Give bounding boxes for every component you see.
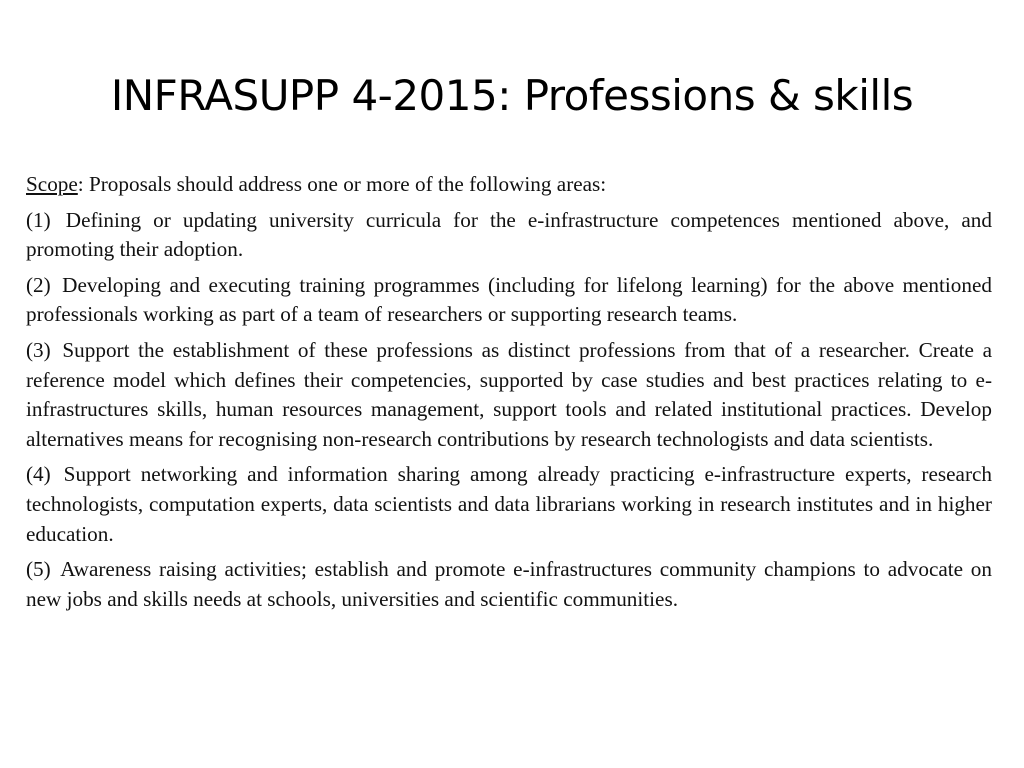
scope-intro-text: : Proposals should address one or more of the following areas: <box>77 172 607 196</box>
scope-label: Scope <box>26 172 78 196</box>
area-text: Developing and executing training programmes (including for lifelong learning) for the above mentioned professionals working as part of a team of researchers or supporting research teams. <box>26 272 992 327</box>
area-item-3 <box>26 336 992 454</box>
area-item-1 <box>26 206 992 265</box>
area-text: Defining or updating university curricula for the e-infrastructure competences mentioned above, and promoting their adoption. <box>26 207 992 262</box>
area-item-2 <box>26 271 992 330</box>
area-text: Support the establishment of these professions as distinct professions from that of a researcher. Create a reference model which defines their competencies, supported by case studies and best practices relating to e-infrastructures skills, human resources management, support tools and related institutional practices. Develop alternatives means for recognising non-research contributions by research technologists and data scientists. <box>26 337 992 451</box>
area-number: (1) <box>26 207 51 232</box>
area-number: (4) <box>26 462 51 487</box>
area-text: Awareness raising activities; establish and promote e-infrastructures community champions to advocate on new jobs and skills needs at schools, universities and scientific communities. <box>26 557 992 611</box>
area-number: (3) <box>26 337 51 362</box>
area-number: (5) <box>26 557 51 582</box>
area-text: Support networking and information sharing among already practicing e-infrastructure experts, research technologists, computation experts, data scientists and data librarians working in research institutes and in higher education. <box>26 462 993 546</box>
area-item-4 <box>26 460 992 549</box>
area-number: (2) <box>26 272 51 297</box>
scope-intro <box>26 170 992 200</box>
scope-text-block <box>26 170 992 620</box>
slide-title: INFRASUPP 4-2015: Professions & skills <box>110 71 914 120</box>
area-item-5 <box>26 555 992 614</box>
